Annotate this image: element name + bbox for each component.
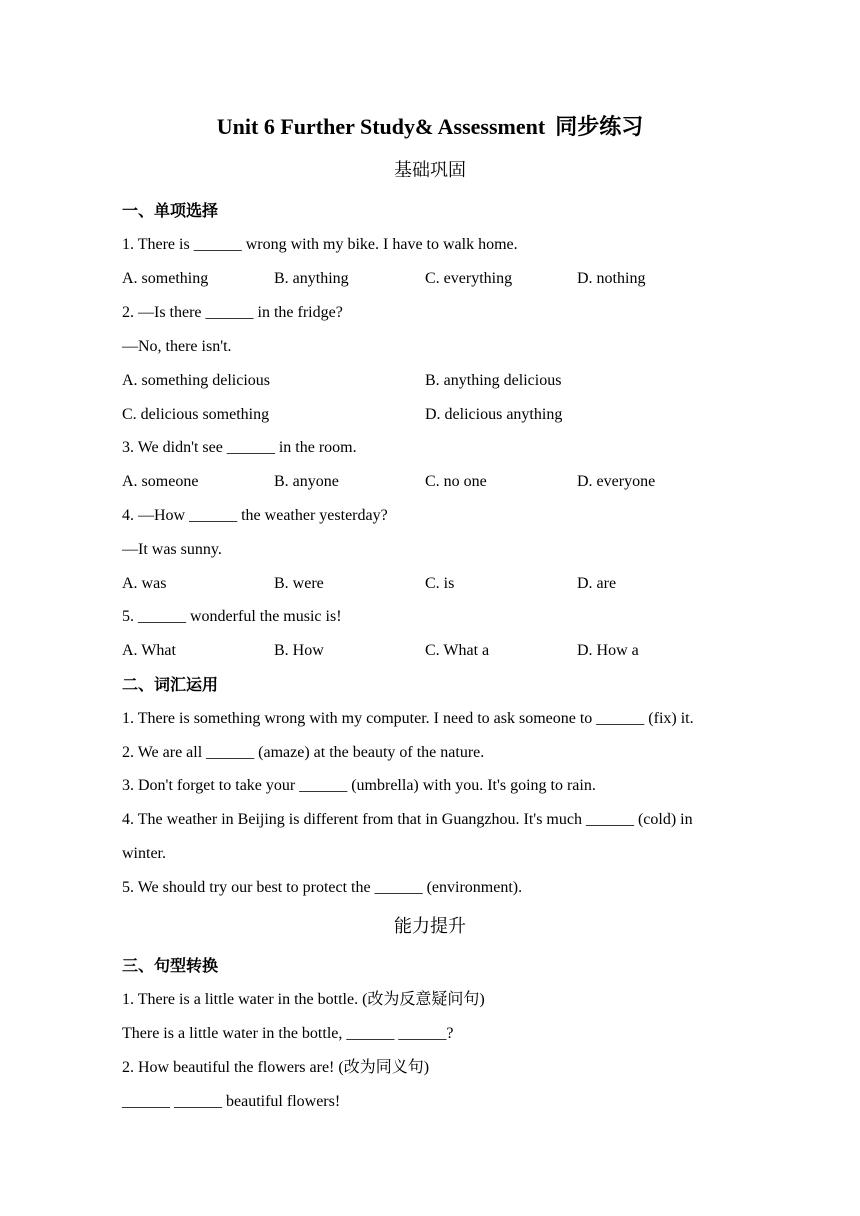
question-2-option-b: B. anything delicious — [425, 372, 562, 389]
question-4-option-d: D. are — [577, 575, 617, 592]
question-3-option-a: A. someone — [122, 473, 199, 490]
title-chinese: 同步练习 — [555, 115, 644, 140]
question-3-option-c: C. no one — [425, 473, 487, 490]
vocab-item-1: 1. There is something wrong with my computer. I need to ask someone to ______ (fix) it. — [122, 710, 694, 727]
vocab-item-3: 3. Don't forget to take your ______ (umbrella) with you. It's going to rain. — [122, 777, 596, 794]
transform-item-1: 1. There is a little water in the bottle. (改为反意疑问句) — [122, 991, 485, 1008]
question-5-option-a: A. What — [122, 642, 176, 659]
transform-item-1-answer: There is a little water in the bottle, ______ ______? — [122, 1025, 454, 1042]
question-2-stem: 2. —Is there ______ in the fridge? — [122, 304, 343, 321]
question-1-stem: 1. There is ______ wrong with my bike. I have to walk home. — [122, 236, 518, 253]
title-english: Unit 6 Further Study& Assessment — [216, 114, 546, 139]
question-2-reply: —No, there isn't. — [122, 338, 232, 355]
question-2-option-a: A. something delicious — [122, 372, 270, 389]
section-heading-vocabulary: 二、词汇运用 — [122, 675, 219, 694]
question-1-option-d: D. nothing — [577, 270, 646, 287]
section-heading-sentence-transform: 三、句型转换 — [122, 956, 219, 975]
question-2-option-c: C. delicious something — [122, 406, 270, 423]
question-3-option-b: B. anyone — [274, 473, 339, 490]
page-title — [0, 112, 860, 143]
subhead-ability: 能力提升 — [394, 916, 466, 937]
question-4-stem: 4. —How ______ the weather yesterday? — [122, 507, 388, 524]
question-4-option-a: A. was — [122, 575, 167, 592]
question-1-option-b: B. anything — [274, 270, 349, 287]
vocab-item-4-continued: winter. — [122, 845, 166, 862]
question-4-option-b: B. were — [274, 575, 324, 592]
question-4-reply: —It was sunny. — [122, 541, 222, 558]
question-5-option-b: B. How — [274, 642, 324, 659]
question-5-stem: 5. ______ wonderful the music is! — [122, 608, 342, 625]
question-1-option-a: A. something — [122, 270, 209, 287]
vocab-item-2: 2. We are all ______ (amaze) at the beauty of the nature. — [122, 744, 485, 761]
transform-item-2: 2. How beautiful the flowers are! (改为同义句) — [122, 1059, 430, 1076]
question-2-option-d: D. delicious anything — [425, 406, 563, 423]
subhead-basic: 基础巩固 — [394, 160, 466, 181]
transform-item-2-answer: ______ ______ beautiful flowers! — [122, 1093, 341, 1110]
vocab-item-5: 5. We should try our best to protect the ______ (environment). — [122, 879, 523, 896]
section-heading-multiple-choice: 一、单项选择 — [122, 201, 219, 220]
question-3-option-d: D. everyone — [577, 473, 656, 490]
vocab-item-4: 4. The weather in Beijing is different from that in Guangzhou. It's much ______ (cold) in — [122, 811, 693, 828]
question-4-option-c: C. is — [425, 575, 455, 592]
question-5-option-d: D. How a — [577, 642, 639, 659]
question-1-option-c: C. everything — [425, 270, 513, 287]
question-3-stem: 3. We didn't see ______ in the room. — [122, 439, 357, 456]
question-5-option-c: C. What a — [425, 642, 490, 659]
